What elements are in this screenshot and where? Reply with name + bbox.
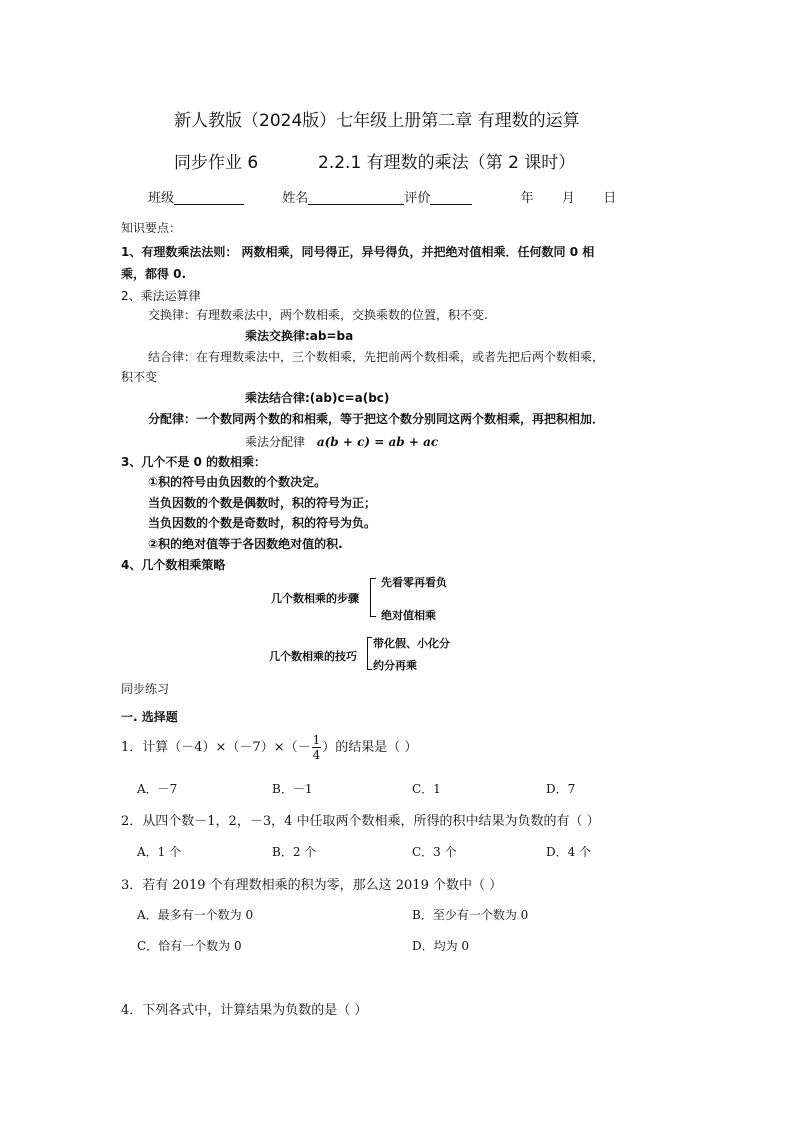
fraction-denominator: 4 [312, 748, 321, 762]
steps-item-1: 先看零再看负 [381, 576, 447, 589]
question-1-suffix: ）的结果是（ ） [322, 740, 418, 755]
steps-brace-bottom [370, 616, 376, 617]
q2-option-b: B．2 个 [272, 845, 317, 859]
rule-3-line-3: 当负因数的个数是奇数时，积的符号为负。 [148, 516, 377, 530]
knowledge-heading: 知识要点： [121, 221, 182, 235]
rule-3-line-1: ①积的符号由负因数的个数决定。 [148, 475, 327, 489]
q3-option-c: C．恰有一个数为 0 [137, 939, 242, 953]
associative-formula: 乘法结合律:(ab)c=a(bc) [245, 391, 390, 405]
question-1-fraction [312, 734, 322, 761]
tips-item-1: 带化假、小化分 [373, 637, 450, 650]
day-label: 日 [603, 191, 617, 206]
q3-option-b: B．至少有一个数为 0 [412, 908, 529, 922]
rating-label: 评价 [404, 191, 431, 206]
section-choice-heading: 一. 选择题 [121, 710, 178, 724]
tips-brace-bottom [367, 669, 372, 670]
rule-3-heading: 3、几个不是 0 的数相乘： [121, 455, 267, 469]
commutative-law: 交换律：有理数乘法中，两个数相乘，交换乘数的位置，积不变. [148, 308, 488, 322]
rule-1-line-1: 1、有理数乘法法则： 两数相乘，同号得正，异号得负，并把绝对值相乘．任何数同 0 相 [121, 245, 595, 259]
tips-label: 几个数相乘的技巧 [269, 650, 357, 663]
month-label: 月 [561, 191, 575, 206]
tips-item-2: 约分再乘 [373, 659, 417, 672]
rule-3-line-2: 当负因数的个数是偶数时，积的符号为正； [148, 496, 377, 510]
q3-option-d: D．均为 0 [412, 939, 470, 953]
question-4-stem: 4．下列各式中，计算结果为负数的是（ ） [121, 1003, 368, 1018]
practice-heading: 同步练习 [121, 682, 170, 696]
distributive-formula: a(b + c) = ab + ac [316, 435, 439, 449]
rating-blank [430, 190, 472, 205]
assignment-label: 同步作业 6 [174, 153, 259, 173]
info-line [148, 187, 616, 206]
name-label: 姓名 [282, 191, 309, 206]
distributive-label: 乘法分配律 [245, 435, 306, 449]
q1-option-d: D．7 [546, 782, 576, 796]
tips-brace [367, 637, 368, 669]
steps-brace [370, 578, 371, 616]
class-label: 班级 [148, 191, 175, 206]
name-blank [308, 190, 404, 205]
question-1-stem [121, 734, 417, 761]
q1-option-b: B．－1 [272, 782, 313, 796]
lesson-title: 2.2.1 有理数的乘法（第 2 课时） [318, 153, 576, 173]
commutative-formula: 乘法交换律:ab=ba [245, 329, 354, 343]
page-title: 新人教版（2024版）七年级上册第二章 有理数的运算 [174, 111, 580, 131]
q1-option-a: A．－7 [137, 782, 178, 796]
steps-label: 几个数相乘的步骤 [271, 592, 359, 605]
q3-option-a: A．最多有一个数为 0 [137, 908, 254, 922]
associative-law-line-2: 积不变 [121, 370, 158, 384]
rule-2-heading: 2、乘法运算律 [121, 289, 201, 303]
q2-option-a: A．1 个 [137, 845, 182, 859]
rule-1-line-2: 乘，都得 0. [121, 267, 187, 281]
rule-3-line-4: ②积的绝对值等于各因数绝对值的积. [148, 537, 343, 551]
question-2-stem: 2．从四个数－1，2，－3，4 中任取两个数相乘，所得的积中结果为负数的有（ ） [121, 814, 600, 829]
steps-item-2: 绝对值相乘 [381, 609, 436, 622]
associative-law-line-1: 结合律：在有理数乘法中，三个数相乘，先把前两个数相乘，或者先把后两个数相乘， [148, 350, 605, 364]
fraction-numerator: 1 [312, 733, 321, 747]
q1-option-c: C．1 [412, 782, 441, 796]
year-label: 年 [520, 191, 534, 206]
distributive-formula-line [245, 433, 438, 450]
steps-brace-top [370, 578, 376, 579]
class-blank [174, 190, 244, 205]
question-3-stem: 3．若有 2019 个有理数相乘的积为零，那么这 2019 个数中（ ） [121, 878, 503, 893]
tips-brace-top [367, 637, 372, 638]
distributive-law: 分配律：一个数同两个数的和相乘，等于把这个数分别同这两个数相乘，再把积相加． [148, 412, 605, 426]
rule-4-heading: 4、几个数相乘策略 [121, 558, 226, 572]
q2-option-c: C．3 个 [412, 845, 457, 859]
q2-option-d: D．4 个 [546, 845, 592, 859]
question-1-prefix: 1．计算（－4）×（－7）×（－ [121, 740, 311, 755]
